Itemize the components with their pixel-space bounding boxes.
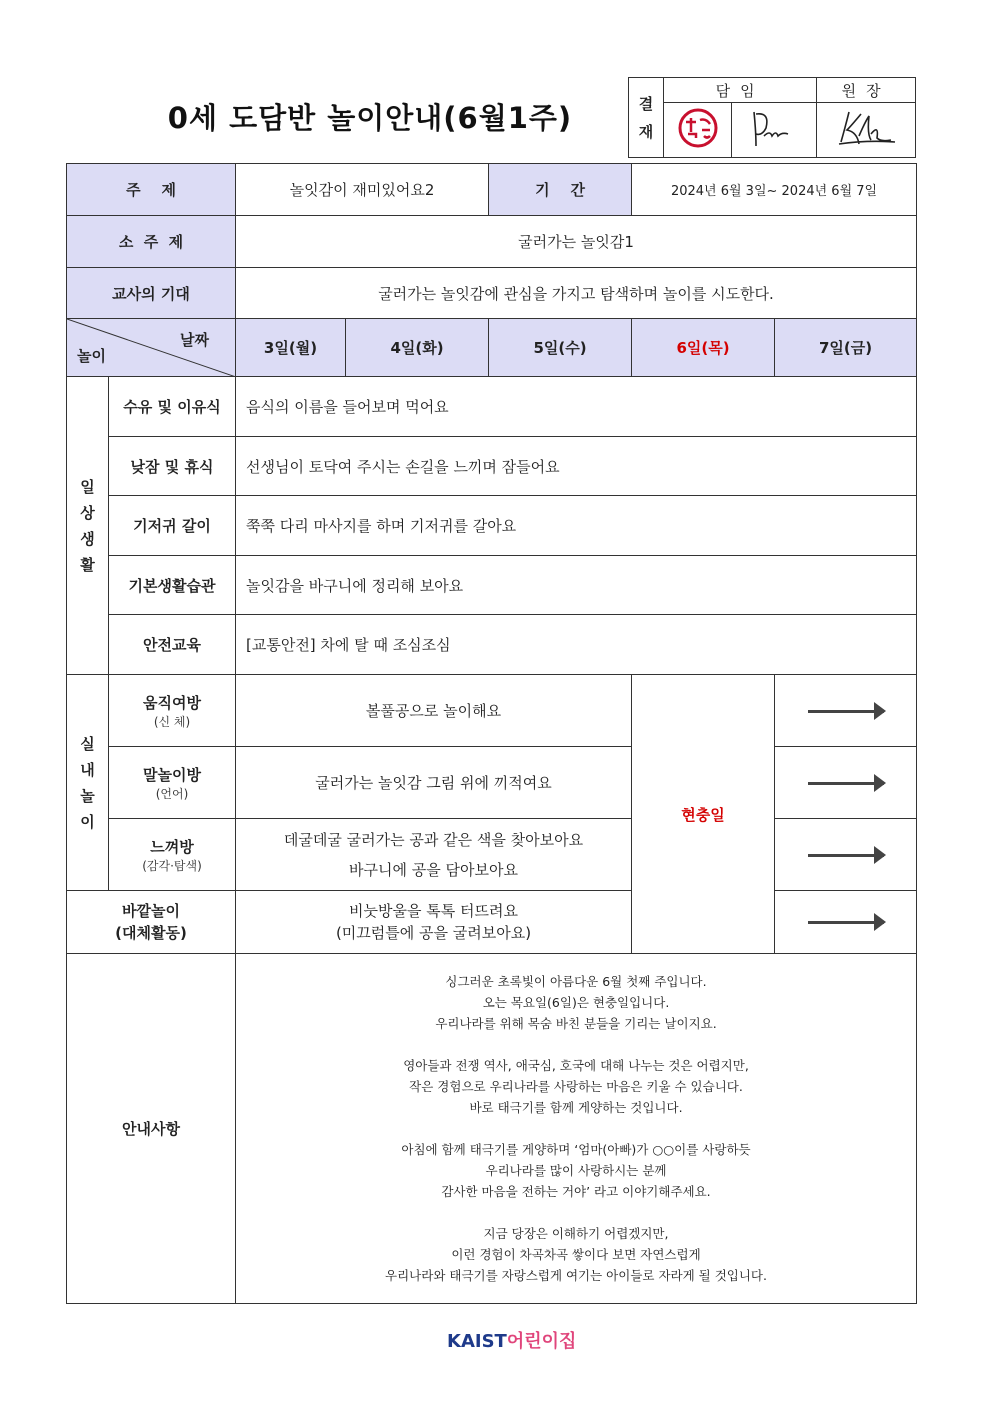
area-label: 말놀이방 (언어) <box>109 747 236 819</box>
teacher-seal-stamp <box>664 103 732 158</box>
row-label: 낮잠 및 휴식 <box>109 437 236 496</box>
activity-content: 데굴데굴 굴러가는 공과 같은 색을 찾아보아요 바구니에 공을 담아보아요 <box>236 819 632 891</box>
day-wed: 5일(수) <box>489 319 632 377</box>
expectation-label: 교사의 기대 <box>67 268 236 319</box>
play-label: 놀이 <box>77 347 106 365</box>
area-label: 움직여방 (신 체) <box>109 675 236 747</box>
right-arrow-icon <box>808 782 884 785</box>
kaist-kindergarten-logo: KAIST어린이집 <box>447 1331 577 1352</box>
row-label: 안전교육 <box>109 615 236 675</box>
continue-arrow <box>775 747 917 819</box>
plan-table <box>66 163 917 1304</box>
row-label: 기저귀 갈이 <box>109 496 236 556</box>
day-thu: 6일(목) <box>632 319 775 377</box>
expectation-value: 굴러가는 놀잇감에 관심을 가지고 탐색하며 놀이를 시도한다. <box>236 268 917 319</box>
day-tue: 4일(화) <box>346 319 489 377</box>
subtheme-label: 소 주 제 <box>67 216 236 268</box>
approval-box <box>628 77 916 158</box>
director-signature <box>817 103 916 158</box>
row-content: 음식의 이름을 들어보며 먹어요 <box>236 377 917 437</box>
daily-life-group: 일 상 생 활 <box>67 377 109 675</box>
row-content: 선생님이 토닥여 주시는 손길을 느끼며 잠들어요 <box>236 437 917 496</box>
continue-arrow <box>775 819 917 891</box>
indoor-play-group: 실 내 놀 이 <box>67 675 109 891</box>
teacher-header: 담임 <box>664 78 817 103</box>
approval-label: 결 재 <box>629 78 664 158</box>
outdoor-label: 바깥놀이 (대체활동) <box>67 891 236 954</box>
period-label: 기 간 <box>489 164 632 216</box>
outdoor-content: 비눗방울을 톡톡 터뜨려요 (미끄럼틀에 공을 굴려보아요) <box>236 891 632 954</box>
continue-arrow <box>775 891 917 954</box>
day-fri: 7일(금) <box>775 319 917 377</box>
date-play-header <box>67 319 236 377</box>
director-header: 원장 <box>817 78 916 103</box>
subtheme-value: 굴러가는 놀잇감1 <box>236 216 917 268</box>
period-value: 2024년 6월 3일~ 2024년 6월 7일 <box>632 164 917 216</box>
continue-arrow <box>775 675 917 747</box>
notice-content: 싱그러운 초록빛이 아름다운 6월 첫째 주입니다. 오는 목요일(6일)은 현충일입니다. 우리나라를 위해 목숨 바친 분들을 기리는 날이지요. 영아들과 전쟁 역사, 애국심, 호국에 대해 나누는 것은 어렵지만, 작은 경험으로 우리나라를 사랑하는 마음은 키울 수 있습니다. 바로 태극기를 함께 게양하는 것입니다. 아침에 함께 태극기를 게양하며 ‘엄마(아빠)가 ○○이를 사랑하듯 우리나라를 많이 사랑하시는 분께 감사한 마음을 전하는 거야’ 라고 이야기해주세요. 지금 당장은 이해하기 어렵겠지만, 이런 경험이 차곡차곡 쌓이다 보면 자연스럽게 우리나라와 태극기를 자랑스럽게 여기는 아이들로 자라게 될 것입니다. <box>236 954 917 1304</box>
right-arrow-icon <box>808 710 884 713</box>
row-content: [교통안전] 차에 탈 때 조심조심 <box>236 615 917 675</box>
area-label: 느껴방 (감각·탐색) <box>109 819 236 891</box>
row-label: 기본생활습관 <box>109 556 236 615</box>
row-content: 쭉쭉 다리 마사지를 하며 기저귀를 갈아요 <box>236 496 917 556</box>
right-arrow-icon <box>808 921 884 924</box>
holiday-cell: 현충일 <box>632 675 775 954</box>
day-mon: 3일(월) <box>236 319 346 377</box>
activity-content: 굴러가는 놀잇감 그림 위에 끼적여요 <box>236 747 632 819</box>
teacher-signature <box>732 103 817 158</box>
row-label: 수유 및 이유식 <box>109 377 236 437</box>
date-label: 날짜 <box>180 331 209 349</box>
notice-label: 안내사항 <box>67 954 236 1304</box>
theme-label: 주 제 <box>67 164 236 216</box>
row-content: 놀잇감을 바구니에 정리해 보아요 <box>236 556 917 615</box>
activity-content: 볼풀공으로 놀이해요 <box>236 675 632 747</box>
theme-value: 놀잇감이 재미있어요2 <box>236 164 489 216</box>
right-arrow-icon <box>808 854 884 857</box>
page-title: 0세 도담반 놀이안내(6월1주) <box>167 101 573 135</box>
